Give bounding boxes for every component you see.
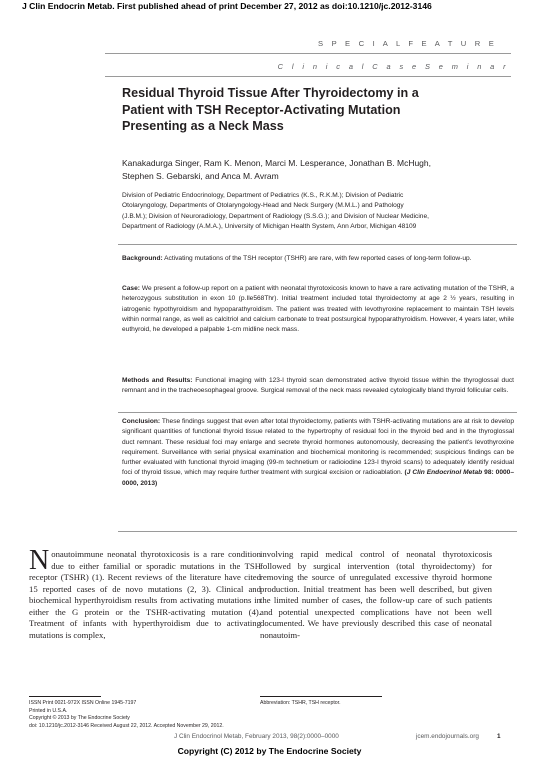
abstract-conclusion — [122, 417, 514, 489]
abstract-conclusion-label: Conclusion: — [122, 418, 161, 425]
author-line: Kanakadurga Singer, Ram K. Menon, Marci M. Lesperance, Jonathan B. McHugh, — [122, 158, 431, 168]
abstract-methods-text: Functional imaging with 123-I thyroid scan demonstrated active thyroid tissue within the thyroglossal duct remnant and in the tracheoesophageal groove. Surgical removal of the neck mass revealed cytologically bland thyroid follicular cells. — [122, 377, 514, 395]
abstract-methods-label: Methods and Results: — [122, 377, 193, 384]
header-rule-top — [105, 53, 511, 54]
abstract-background — [122, 254, 514, 264]
affiliation-line: Otolaryngology, Departments of Otolaryngology-Head and Neck Surgery (M.M.L.) and Pathology — [122, 202, 404, 210]
abstract-background-text: Activating mutations of the TSH receptor (TSHR) are rare, with few reported cases of long-term follow-up. — [162, 255, 472, 262]
body-text-left: onautoimmune neonatal thyrotoxicosis is a rare condition due to either familial or sporadic mutations in the TSH receptor (TSHR) (1). Recent reviews of the literature have cited 15 reported cases of de novo mutations (2, 3). Clinical and biochemical hyperthyroidism results from activating mutations in either the G protein or the TSHR-activating mutation (4). Treatment of infants with hyperthyroidism due to activating mutations is complex, — [29, 549, 261, 640]
abstract-case-label: Case: — [122, 285, 140, 292]
drop-cap: N — [29, 545, 50, 576]
abbreviation-footnote: Abbreviation: TSHR, TSH receptor. — [260, 700, 341, 706]
copyright-line: Copyright © 2013 by The Endocrine Society — [29, 715, 130, 722]
page-number: 1 — [497, 733, 501, 740]
header-rule-bottom — [105, 76, 511, 77]
article-title — [122, 85, 492, 135]
affiliation-line: Division of Pediatric Endocrinology, Department of Pediatrics (K.S., R.K.M.); Division of Pediatric — [122, 192, 404, 199]
affiliation-line: (J.B.M.); Division of Neuroradiology, Department of Radiology (S.S.G.); and Division of Nuclear Medicine, — [122, 212, 429, 220]
abstract-case-text: We present a follow-up report on a patient with neonatal thyrotoxicosis known to have a rare activating mutation of the TSHR, a heterozygous substitution in exon 10 (p.Ile568Thr). Initial treatment included total thyroidectomy at age 2 ½ years, resulting in iatrogenic hypothyroidism and hypoparathyroidism. The patient was treated with levothyroxine replacement to maintain TSH levels within normal range, as well as calcitriol and calcium carbonate to treat postsurgical hypoparathyroidism. However, 4 years later, while euthyroid, he developed a palpable 1-cm midline neck mass. — [122, 285, 514, 334]
abstract-conclusion-text: These findings suggest that even after total thyroidectomy, patients with TSHR-activating mutations are at risk to develop significant quantities of functional thyroid tissue related to the hypertrophy of residual foci in the thyroid bed and in the thyroglossal duct remnant. These residual foci may enlarge and secrete thyroid hormones autonomously, decreasing the patient's levothyroxine requirement. Surveillance with serial physical examination and biochemical monitoring is recommended; suspicious findings can be further evaluated with functional thyroid imaging (99-m technetium or radioiodine 123-I thyroid scans) to adequately identify residual foci of thyroid tissue, which may require further treatment with surgical excision or radioablation. — [122, 418, 514, 477]
published-banner: J Clin Endocrin Metab. First published ahead of print December 27, 2012 as doi:10.1210/jc.2012-3146 — [22, 1, 432, 11]
abstract-divider — [118, 412, 517, 413]
body-text-right: involving rapid medical control of neonatal thyrotoxicosis followed by surgical intervention (total thyroidectomy) for removing the source of unregulated excessive thyroid hormone production. Initial treatment has been well described, but given the limited number of cases, the follow-up care of such patients and potential unexpected complications have not been well documented. We have previously described this case of neonatal nonautoim- — [260, 549, 492, 640]
abstract-case — [122, 284, 514, 335]
publication-info — [29, 700, 224, 730]
issn-line: ISSN Print 0021-972X ISSN Online 1945-7197 — [29, 700, 137, 706]
footnote-rule-right — [260, 696, 382, 697]
affiliations — [122, 191, 514, 232]
title-line: Presenting as a Neck Mass — [122, 119, 284, 133]
citation-journal: J Clin Endocrinol Metab — [406, 469, 483, 477]
printed-line: Printed in U.S.A. — [29, 707, 68, 714]
citation-rest: 98: 0000–0000, 2013) — [122, 469, 514, 487]
title-line: Patient with TSH Receptor-Activating Mutation — [122, 102, 401, 117]
body-column-left — [29, 545, 261, 641]
title-line: Residual Thyroid Tissue After Thyroidectomy in a — [122, 86, 419, 100]
affiliation-line: Department of Radiology (A.M.A.), University of Michigan Health System, Ann Arbor, Michigan 48109 — [122, 222, 417, 230]
author-line: Stephen S. Gebarski, and Anca M. Avram — [122, 171, 279, 181]
section-label: C l i n i c a l C a s e S e m i n a r — [277, 62, 509, 71]
citation-open: ( — [402, 469, 407, 477]
footer-journal: J Clin Endocrinol Metab, February 2013, 98(2):0000–0000 — [174, 733, 339, 740]
copyright-notice: Copyright (C) 2012 by The Endocrine Society — [177, 746, 362, 756]
body-column-right — [260, 549, 492, 641]
author-list — [122, 157, 512, 183]
footnote-rule-left — [29, 696, 101, 697]
abstract-methods — [122, 376, 514, 397]
abstract-rule-top — [118, 244, 517, 245]
special-feature-label: S P E C I A L F E A T U R E — [318, 39, 497, 48]
abstract-background-label: Background: — [122, 255, 163, 262]
doi-line: doi: 10.1210/jc.2012-3146 Received August 22, 2012. Accepted November 29, 2012. — [29, 722, 224, 729]
abstract-rule-bottom — [118, 531, 517, 532]
footer-site[interactable]: jcem.endojournals.org — [416, 733, 479, 740]
